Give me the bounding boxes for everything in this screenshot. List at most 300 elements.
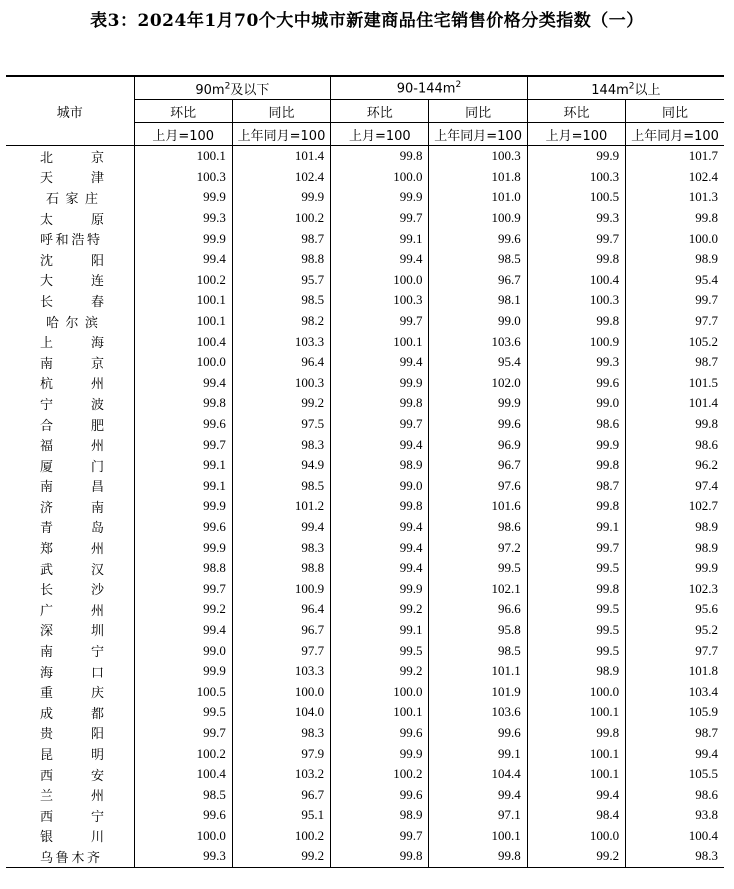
city-label: 西宁 — [40, 809, 104, 825]
index-value: 100.3 — [134, 167, 232, 188]
index-value: 99.7 — [331, 311, 429, 332]
index-value: 100.2 — [134, 270, 232, 291]
index-value: 100.1 — [134, 311, 232, 332]
index-value: 103.2 — [232, 764, 330, 785]
table-row — [6, 620, 724, 641]
table-row — [6, 723, 724, 744]
index-value: 100.3 — [232, 373, 330, 394]
index-value: 101.9 — [429, 681, 527, 702]
index-value: 96.2 — [626, 455, 724, 476]
index-value: 100.1 — [134, 290, 232, 311]
city-label: 南京 — [40, 356, 104, 372]
index-value: 99.4 — [331, 434, 429, 455]
city-name — [6, 578, 134, 599]
index-value: 99.6 — [429, 414, 527, 435]
index-value: 99.8 — [527, 455, 625, 476]
city-name — [6, 146, 134, 167]
yoy-base-header: 上年同月=100 — [626, 123, 724, 146]
index-value: 98.9 — [626, 249, 724, 270]
index-value: 99.6 — [429, 723, 527, 744]
index-value: 99.4 — [331, 537, 429, 558]
city-label: 哈尔滨 — [46, 315, 98, 331]
city-label: 兰州 — [40, 789, 104, 805]
table-row — [6, 681, 724, 702]
index-value: 99.5 — [527, 640, 625, 661]
index-value: 100.5 — [134, 681, 232, 702]
index-value: 96.7 — [429, 455, 527, 476]
yoy-base-header: 上年同月=100 — [232, 123, 330, 146]
index-value: 101.4 — [626, 393, 724, 414]
index-value: 97.1 — [429, 805, 527, 826]
index-value: 100.0 — [527, 681, 625, 702]
index-value: 98.6 — [626, 434, 724, 455]
city-name — [6, 846, 134, 867]
city-name — [6, 352, 134, 373]
index-value: 98.3 — [232, 537, 330, 558]
table-row — [6, 290, 724, 311]
index-value: 99.4 — [331, 249, 429, 270]
index-value: 96.4 — [232, 352, 330, 373]
index-value: 100.0 — [527, 826, 625, 847]
city-name — [6, 167, 134, 188]
city-label: 乌鲁木齐 — [40, 850, 100, 866]
table-row — [6, 414, 724, 435]
index-value: 100.3 — [331, 290, 429, 311]
city-name — [6, 434, 134, 455]
index-value: 97.6 — [429, 476, 527, 497]
index-value: 99.4 — [626, 743, 724, 764]
index-value: 97.5 — [232, 414, 330, 435]
index-value: 99.8 — [134, 393, 232, 414]
index-value: 99.6 — [331, 723, 429, 744]
city-name — [6, 702, 134, 723]
index-value: 99.4 — [331, 558, 429, 579]
index-value: 100.3 — [429, 146, 527, 167]
index-value: 99.6 — [134, 414, 232, 435]
index-value: 99.2 — [134, 599, 232, 620]
city-name — [6, 393, 134, 414]
city-label: 宁波 — [40, 397, 104, 413]
index-value: 100.2 — [331, 764, 429, 785]
table-row — [6, 558, 724, 579]
index-value: 98.5 — [232, 290, 330, 311]
index-value: 99.4 — [331, 352, 429, 373]
index-value: 95.8 — [429, 620, 527, 641]
group-header-large: $144m^2$以上 — [527, 76, 724, 100]
index-value: 101.3 — [626, 187, 724, 208]
index-value: 98.7 — [527, 476, 625, 497]
index-value: 99.0 — [527, 393, 625, 414]
index-value: 99.1 — [134, 455, 232, 476]
index-value: 99.4 — [331, 517, 429, 538]
index-value: 98.4 — [527, 805, 625, 826]
index-value: 102.1 — [429, 578, 527, 599]
index-value: 99.6 — [134, 805, 232, 826]
index-value: 100.2 — [232, 208, 330, 229]
index-value: 99.9 — [331, 373, 429, 394]
city-name — [6, 537, 134, 558]
index-value: 99.1 — [331, 228, 429, 249]
city-name — [6, 599, 134, 620]
city-name — [6, 558, 134, 579]
index-value: 98.9 — [527, 661, 625, 682]
index-value: 100.0 — [134, 352, 232, 373]
index-value: 99.4 — [134, 620, 232, 641]
index-value: 99.4 — [134, 249, 232, 270]
table-row — [6, 393, 724, 414]
city-label: 合肥 — [40, 418, 104, 434]
table-row — [6, 578, 724, 599]
city-label: 厦门 — [40, 459, 104, 475]
index-value: 95.4 — [626, 270, 724, 291]
yoy-header: 同比 — [626, 100, 724, 123]
index-value: 103.3 — [232, 661, 330, 682]
index-value: 98.6 — [626, 784, 724, 805]
index-value: 99.5 — [527, 558, 625, 579]
index-value: 99.8 — [527, 723, 625, 744]
index-value: 101.8 — [429, 167, 527, 188]
index-value: 95.1 — [232, 805, 330, 826]
index-value: 102.7 — [626, 496, 724, 517]
index-value: 99.4 — [134, 373, 232, 394]
index-value: 99.3 — [134, 846, 232, 867]
city-column-header: 城市 — [6, 76, 134, 146]
index-value: 98.8 — [232, 558, 330, 579]
index-value: 99.7 — [331, 826, 429, 847]
yoy-header: 同比 — [232, 100, 330, 123]
index-value: 98.7 — [626, 352, 724, 373]
index-value: 99.0 — [134, 640, 232, 661]
city-name — [6, 373, 134, 394]
index-value: 97.2 — [429, 537, 527, 558]
city-name — [6, 640, 134, 661]
index-value: 96.6 — [429, 599, 527, 620]
table-row — [6, 764, 724, 785]
index-value: 99.1 — [134, 476, 232, 497]
city-label: 广州 — [40, 603, 104, 619]
city-name — [6, 784, 134, 805]
index-value: 99.8 — [626, 208, 724, 229]
city-label: 昆明 — [40, 748, 104, 764]
index-value: 99.8 — [331, 846, 429, 867]
index-value: 98.6 — [429, 517, 527, 538]
table-body — [6, 146, 724, 868]
table-row — [6, 167, 724, 188]
index-value: 99.3 — [527, 208, 625, 229]
index-value: 99.6 — [331, 784, 429, 805]
index-value: 96.9 — [429, 434, 527, 455]
index-value: 100.9 — [232, 578, 330, 599]
index-value: 102.4 — [232, 167, 330, 188]
index-value: 99.5 — [331, 640, 429, 661]
index-value: 99.5 — [527, 599, 625, 620]
index-value: 99.7 — [527, 228, 625, 249]
index-value: 99.9 — [232, 187, 330, 208]
index-value: 98.6 — [527, 414, 625, 435]
city-name — [6, 826, 134, 847]
city-name — [6, 476, 134, 497]
city-label: 大连 — [40, 274, 104, 290]
index-value: 100.1 — [527, 702, 625, 723]
index-value: 98.7 — [626, 723, 724, 744]
city-label: 长春 — [40, 294, 104, 310]
index-value: 100.4 — [527, 270, 625, 291]
index-value: 94.9 — [232, 455, 330, 476]
index-value: 101.8 — [626, 661, 724, 682]
index-value: 99.1 — [527, 517, 625, 538]
index-value: 99.0 — [429, 311, 527, 332]
index-value: 99.5 — [527, 620, 625, 641]
city-label: 太原 — [40, 212, 104, 228]
table-row — [6, 311, 724, 332]
city-name — [6, 270, 134, 291]
yoy-header: 同比 — [429, 100, 527, 123]
index-value: 98.1 — [429, 290, 527, 311]
index-value: 99.9 — [429, 393, 527, 414]
city-label: 南昌 — [40, 480, 104, 496]
city-label: 长沙 — [40, 583, 104, 599]
table-row — [6, 496, 724, 517]
city-name — [6, 249, 134, 270]
index-value: 99.0 — [331, 476, 429, 497]
index-value: 99.2 — [331, 599, 429, 620]
index-value: 101.5 — [626, 373, 724, 394]
index-value: 100.0 — [626, 228, 724, 249]
index-value: 99.9 — [134, 537, 232, 558]
index-value: 99.7 — [331, 208, 429, 229]
city-label: 西安 — [40, 768, 104, 784]
table-row — [6, 208, 724, 229]
index-value: 99.2 — [527, 846, 625, 867]
index-value: 99.4 — [527, 784, 625, 805]
index-value: 96.7 — [232, 784, 330, 805]
index-value: 99.2 — [232, 846, 330, 867]
index-value: 99.9 — [331, 743, 429, 764]
index-value: 98.3 — [232, 723, 330, 744]
table-row — [6, 331, 724, 352]
mom-base-header: 上月=100 — [134, 123, 232, 146]
city-name — [6, 496, 134, 517]
index-value: 97.4 — [626, 476, 724, 497]
index-value: 99.2 — [331, 661, 429, 682]
index-value: 99.9 — [134, 228, 232, 249]
table-row — [6, 352, 724, 373]
index-value: 105.2 — [626, 331, 724, 352]
index-value: 100.2 — [134, 743, 232, 764]
index-value: 99.3 — [134, 208, 232, 229]
index-value: 103.4 — [626, 681, 724, 702]
index-value: 99.8 — [331, 496, 429, 517]
index-value: 98.8 — [232, 249, 330, 270]
city-label: 海口 — [40, 665, 104, 681]
index-value: 96.4 — [232, 599, 330, 620]
table-row — [6, 640, 724, 661]
table-row — [6, 846, 724, 867]
index-value: 100.5 — [527, 187, 625, 208]
index-value: 95.6 — [626, 599, 724, 620]
index-value: 102.0 — [429, 373, 527, 394]
index-value: 105.9 — [626, 702, 724, 723]
city-name — [6, 331, 134, 352]
city-label: 济南 — [40, 500, 104, 516]
index-value: 100.0 — [134, 826, 232, 847]
mom-base-header: 上月=100 — [331, 123, 429, 146]
table-row — [6, 826, 724, 847]
index-value: 99.7 — [134, 578, 232, 599]
index-value: 99.1 — [331, 620, 429, 641]
index-value: 99.8 — [331, 146, 429, 167]
index-value: 100.0 — [331, 681, 429, 702]
index-value: 99.5 — [429, 558, 527, 579]
city-name — [6, 620, 134, 641]
index-value: 104.4 — [429, 764, 527, 785]
index-value: 99.7 — [134, 723, 232, 744]
index-value: 97.7 — [626, 640, 724, 661]
index-value: 100.2 — [232, 826, 330, 847]
index-value: 101.0 — [429, 187, 527, 208]
city-name — [6, 681, 134, 702]
index-value: 102.3 — [626, 578, 724, 599]
index-value: 104.0 — [232, 702, 330, 723]
index-value: 99.7 — [134, 434, 232, 455]
city-name — [6, 290, 134, 311]
index-value: 98.5 — [429, 249, 527, 270]
index-value: 99.8 — [527, 496, 625, 517]
city-name — [6, 723, 134, 744]
index-value: 97.7 — [626, 311, 724, 332]
table-row — [6, 599, 724, 620]
index-value: 97.9 — [232, 743, 330, 764]
index-value: 99.7 — [626, 290, 724, 311]
index-value: 99.9 — [527, 146, 625, 167]
index-value: 101.1 — [429, 661, 527, 682]
group-header-medium: $90-144m^2$ — [331, 76, 528, 100]
index-value: 100.0 — [232, 681, 330, 702]
city-label: 银川 — [40, 830, 104, 846]
index-value: 101.2 — [232, 496, 330, 517]
city-name — [6, 455, 134, 476]
city-label: 青岛 — [40, 521, 104, 537]
table-row — [6, 537, 724, 558]
table-row — [6, 455, 724, 476]
index-value: 100.1 — [429, 826, 527, 847]
index-value: 100.1 — [527, 764, 625, 785]
price-index-table — [6, 75, 724, 868]
index-value: 102.4 — [626, 167, 724, 188]
city-label: 郑州 — [40, 542, 104, 558]
table-row — [6, 517, 724, 538]
index-value: 98.3 — [626, 846, 724, 867]
index-value: 99.9 — [626, 558, 724, 579]
index-value: 98.9 — [331, 455, 429, 476]
index-value: 95.4 — [429, 352, 527, 373]
city-name — [6, 764, 134, 785]
index-value: 96.7 — [232, 620, 330, 641]
index-value: 100.4 — [626, 826, 724, 847]
city-label: 呼和浩特 — [40, 233, 100, 249]
table-row — [6, 702, 724, 723]
city-name — [6, 805, 134, 826]
index-value: 99.9 — [527, 434, 625, 455]
index-value: 100.9 — [527, 331, 625, 352]
index-value: 98.8 — [134, 558, 232, 579]
table-row — [6, 270, 724, 291]
index-value: 99.7 — [527, 537, 625, 558]
index-value: 99.6 — [527, 373, 625, 394]
table-row — [6, 805, 724, 826]
index-value: 105.5 — [626, 764, 724, 785]
table-row — [6, 228, 724, 249]
index-value: 99.5 — [134, 702, 232, 723]
index-value: 98.9 — [626, 537, 724, 558]
index-value: 99.8 — [626, 414, 724, 435]
index-value: 99.9 — [134, 496, 232, 517]
index-value: 99.8 — [527, 578, 625, 599]
city-label: 重庆 — [40, 686, 104, 702]
table-row — [6, 249, 724, 270]
table-row — [6, 434, 724, 455]
index-value: 99.8 — [527, 311, 625, 332]
table-row — [6, 373, 724, 394]
index-value: 98.5 — [232, 476, 330, 497]
city-label: 杭州 — [40, 377, 104, 393]
index-value: 99.9 — [134, 187, 232, 208]
index-value: 99.7 — [331, 414, 429, 435]
mom-header: 环比 — [527, 100, 625, 123]
index-value: 101.7 — [626, 146, 724, 167]
city-label: 石家庄 — [46, 191, 98, 207]
table-row — [6, 784, 724, 805]
city-label: 成都 — [40, 706, 104, 722]
index-value: 99.9 — [331, 187, 429, 208]
city-name — [6, 208, 134, 229]
index-value: 100.4 — [134, 764, 232, 785]
index-value: 100.4 — [134, 331, 232, 352]
index-value: 97.7 — [232, 640, 330, 661]
index-value: 95.7 — [232, 270, 330, 291]
city-label: 南宁 — [40, 645, 104, 661]
city-name — [6, 187, 134, 208]
index-value: 98.9 — [626, 517, 724, 538]
city-label: 北京 — [40, 150, 104, 166]
index-value: 98.2 — [232, 311, 330, 332]
index-value: 101.6 — [429, 496, 527, 517]
index-value: 99.2 — [232, 393, 330, 414]
mom-header: 环比 — [134, 100, 232, 123]
page-title: 表3：2024年1月70个大中城市新建商品住宅销售价格分类指数（一） — [90, 11, 644, 31]
table-row — [6, 187, 724, 208]
index-value: 103.6 — [429, 702, 527, 723]
index-value: 99.1 — [429, 743, 527, 764]
city-label: 上海 — [40, 336, 104, 352]
index-value: 100.1 — [331, 702, 429, 723]
index-value: 100.0 — [331, 167, 429, 188]
city-label: 深圳 — [40, 624, 104, 640]
index-value: 103.6 — [429, 331, 527, 352]
index-value: 98.5 — [429, 640, 527, 661]
index-value: 99.8 — [429, 846, 527, 867]
city-label: 天津 — [40, 171, 104, 187]
index-value: 99.8 — [527, 249, 625, 270]
table-row — [6, 661, 724, 682]
city-name — [6, 311, 134, 332]
table-row — [6, 476, 724, 497]
index-value: 99.8 — [331, 393, 429, 414]
city-label: 沈阳 — [40, 253, 104, 269]
city-label: 福州 — [40, 439, 104, 455]
index-value: 98.9 — [331, 805, 429, 826]
city-name — [6, 228, 134, 249]
